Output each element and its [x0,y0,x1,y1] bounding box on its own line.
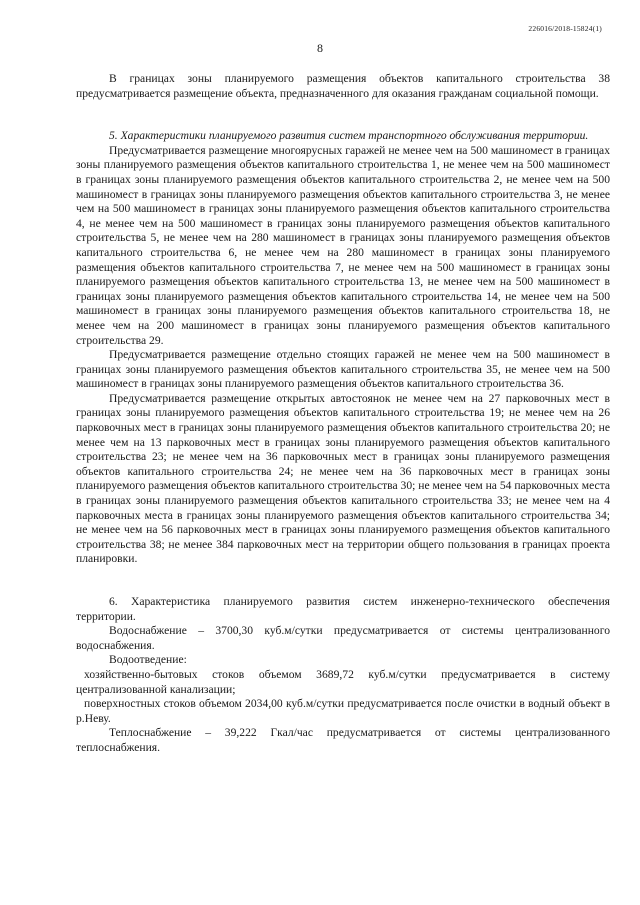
section-6-heading: 6. Характеристика планируемого развития систем инженерно-технического обеспечения территории. [76,595,610,623]
paragraph-social-object: В границах зоны планируемого размещения объектов капитального строительства 38 предусматривается размещение объекта, предназначенного для оказания гражданам социальной помощи. [76,72,610,100]
paragraph-standalone-garages: Предусматривается размещение отдельно стоящих гаражей не менее чем на 500 машиномест в границах зоны планируемого размещения объектов капитального строительства 35, не менее чем на 500 машиномест в границах зоны планируемого размещения объектов капитального строительства 36. [76,348,610,391]
spacer [76,101,610,129]
paragraph-household-drainage: хозяйственно-бытовых стоков объемом 3689,72 куб.м/сутки предусматривается в систему централизованной канализации; [76,667,610,696]
paragraph-surface-drainage: поверхностных стоков объемом 2034,00 куб.м/сутки предусматривается после очистки в водный объект в р.Неву. [76,697,610,725]
document-body [76,72,610,756]
paragraph-water-supply: Водоснабжение – 3700,30 куб.м/сутки предусматривается от системы централизованного водоснабжения. [76,624,610,652]
page-number: 8 [317,41,323,55]
spacer [76,567,610,595]
paragraph-heat-supply: Теплоснабжение – 39,222 Гкал/час предусматривается от системы централизованного теплоснабжения. [76,726,610,754]
paragraph-open-parking: Предусматривается размещение открытых автостоянок не менее чем на 27 парковочных мест в границах зоны планируемого размещения объектов капитального строительства 19; не менее чем на 26 парковочных мест в границах зоны планируемого размещения объектов капитального строительства 20; не менее чем на 13 парковочных мест в границах зоны планируемого размещения объектов капитального строительства 23; не менее чем на 36 парковочных мест в границах зоны планируемого размещения объектов капитального строительства 24; не менее чем на 36 парковочных мест в границах зоны планируемого размещения объектов капитального строительства 30; не менее чем на 54 парковочных места в границах зоны планируемого размещения объектов капитального строительства 33; не менее чем на 4 парковочных места в границах зоны планируемого размещения объектов капитального строительства 34; не менее чем на 56 парковочных мест в границах зоны планируемого размещения объектов капитального строительства 38; не менее 384 парковочных мест на территории общего пользования в границах проекта планировки. [76,391,610,566]
paragraph-drainage-title: Водоотведение: [109,653,187,667]
paragraph-multilevel-garages: Предусматривается размещение многоярусных гаражей не менее чем на 500 машиномест в границах зоны планируемого размещения объектов капитального строительства 1, не менее чем на 500 машиномест в границах зоны планируемого размещения объектов капитального строительства 2, не менее чем на 500 машиномест в границах зоны планируемого размещения объектов капитального строительства 3, не менее чем на 500 машиномест в границах зоны планируемого размещения объектов капитального строительства 4, не менее чем на 500 машиномест в границах зоны планируемого размещения объектов капитального строительства 5, не менее чем на 280 машиномест в границах зоны планируемого размещения объектов капитального строительства 6, не менее чем на 280 машиномест в границах зоны планируемого размещения объектов капитального строительства 7, не менее чем на 500 машиномест в границах зоны планируемого размещения объектов капитального строительства 13, не менее чем на 500 машиномест в границах зоны планируемого размещения объектов капитального строительства 14, не менее чем на 500 машиномест в границах зоны планируемого размещения объектов капитального строительства 18, не менее чем на 200 машиномест в границах зоны планируемого размещения объектов капитального строительства 29. [76,143,610,347]
document-id: 226016/2018-15824(1) [528,24,602,33]
section-5-heading: 5. Характеристики планируемого развития систем транспортного обслуживания территории. [109,129,589,143]
